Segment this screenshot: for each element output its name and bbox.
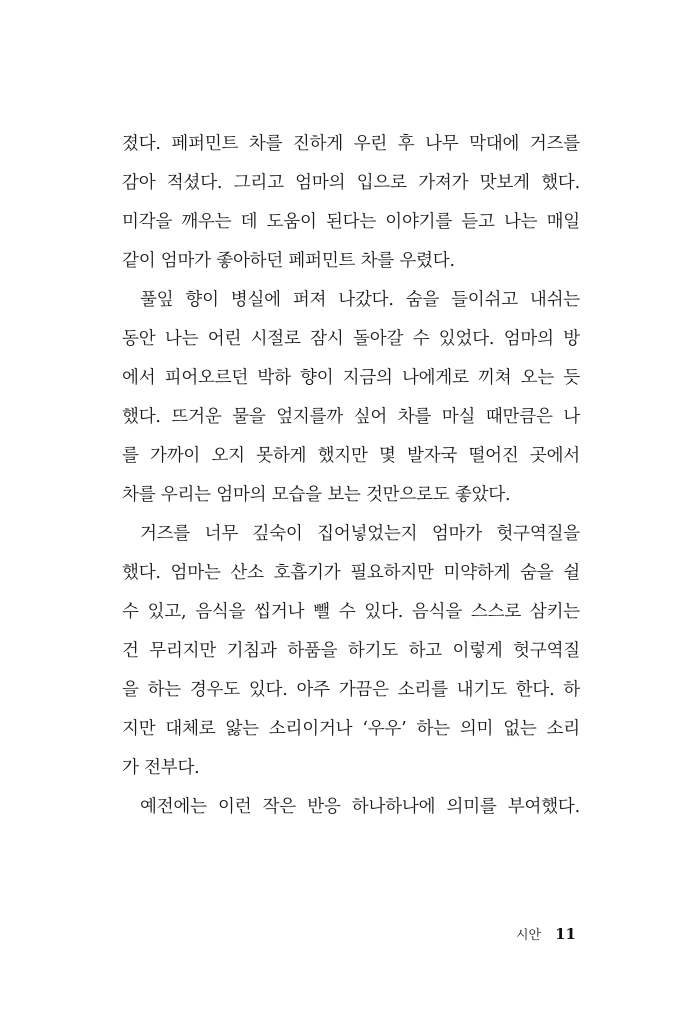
text-line: 건 무리지만 기침과 하품을 하기도 하고 이렇게 헛구역질 bbox=[122, 641, 580, 661]
text-line: 미각을 깨우는 데 도움이 된다는 이야기를 듣고 나는 매일 bbox=[122, 212, 580, 232]
text-line: 수 있고, 음식을 씹거나 뺄 수 있다. 음식을 스스로 삼키는 bbox=[122, 602, 580, 622]
text-line: 가 전부다. bbox=[122, 758, 200, 778]
text-line-paragraph-start: 풀잎 향이 병실에 퍼져 나갔다. 숨을 들이쉬고 내쉬는 bbox=[140, 290, 580, 310]
body-text bbox=[122, 127, 580, 829]
text-line-paragraph-start: 예전에는 이런 작은 반응 하나하나에 의미를 부여했다. bbox=[140, 797, 580, 817]
text-line: 을 하는 경우도 있다. 아주 가끔은 소리를 내기도 한다. 하 bbox=[122, 680, 580, 700]
page-number: 11 bbox=[555, 925, 576, 943]
text-line: 감아 적셨다. 그리고 엄마의 입으로 가져가 맛보게 했다. bbox=[122, 173, 580, 193]
text-line: 지만 대체로 앓는 소리이거나 ‘우우’ 하는 의미 없는 소리 bbox=[122, 719, 580, 739]
running-section-title: 시안 bbox=[516, 928, 542, 943]
text-line: 동안 나는 어린 시절로 잠시 돌아갈 수 있었다. 엄마의 방 bbox=[122, 329, 580, 349]
text-line: 에서 피어오르던 박하 향이 지금의 나에게로 끼쳐 오는 듯 bbox=[122, 368, 580, 388]
text-line: 차를 우리는 엄마의 모습을 보는 것만으로도 좋았다. bbox=[122, 485, 511, 505]
text-line: 같이 엄마가 좋아하던 페퍼민트 차를 우렸다. bbox=[122, 251, 455, 271]
text-line: 했다. 뜨거운 물을 엎지를까 싶어 차를 마실 때만큼은 나 bbox=[122, 407, 580, 427]
text-line: 를 가까이 오지 못하게 했지만 몇 발자국 떨어진 곳에서 bbox=[122, 446, 580, 466]
text-line-paragraph-start: 거즈를 너무 깊숙이 집어넣었는지 엄마가 헛구역질을 bbox=[140, 524, 580, 544]
text-line: 졌다. 페퍼민트 차를 진하게 우린 후 나무 막대에 거즈를 bbox=[122, 134, 580, 154]
text-line: 했다. 엄마는 산소 호흡기가 필요하지만 미약하게 숨을 쉴 bbox=[122, 563, 580, 583]
page-footer bbox=[0, 922, 576, 948]
